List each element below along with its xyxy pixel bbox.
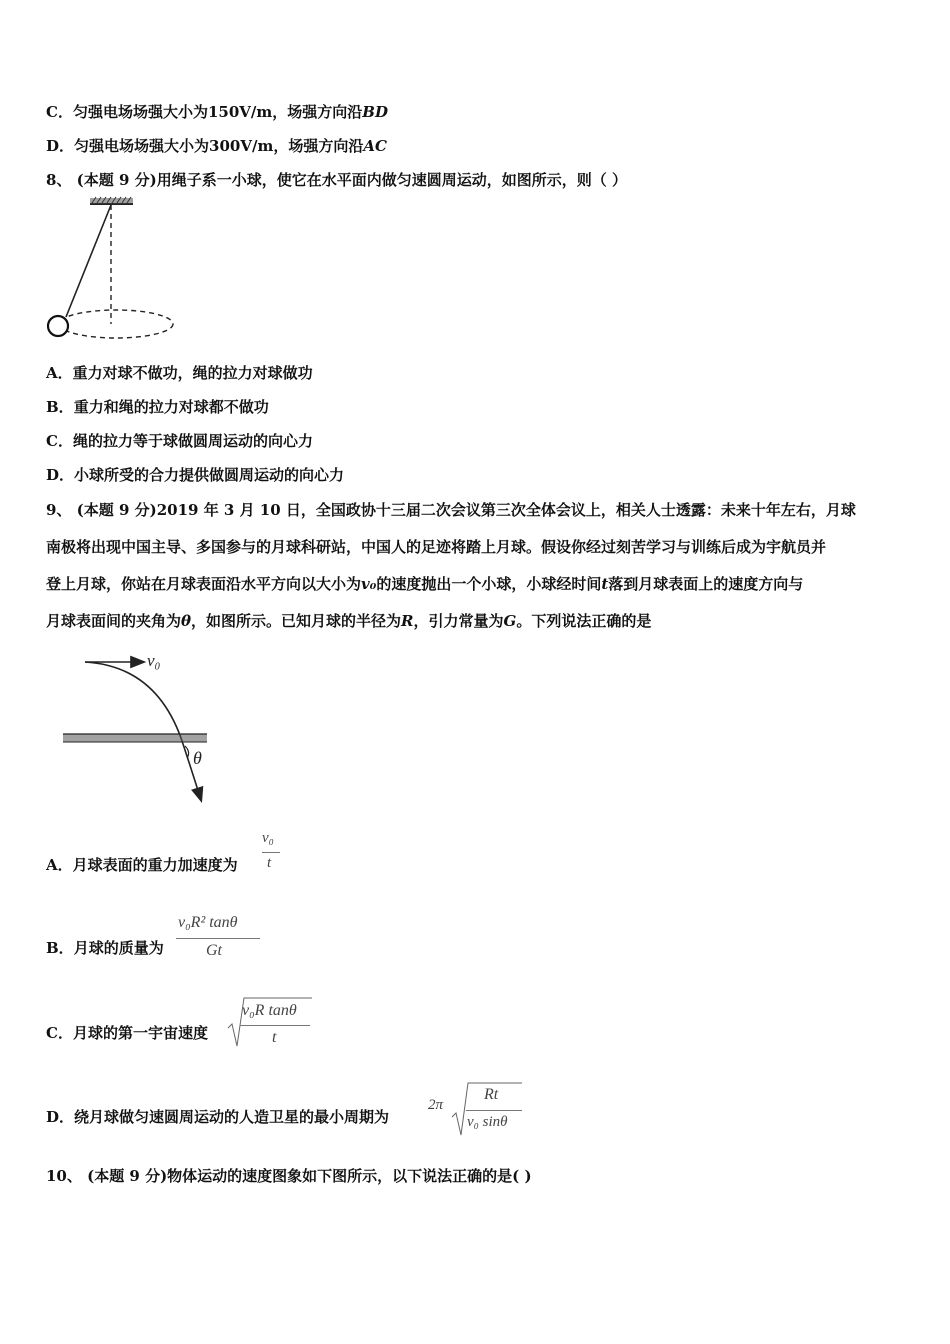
formula-a-denominator: t	[267, 855, 272, 871]
q8-option-b	[46, 397, 269, 417]
formula-d-numerator: Rt	[484, 1086, 499, 1103]
ball-icon	[48, 316, 68, 336]
q9-line3-text-a: 登上月球，你站在月球表面沿水平方向以大小为	[46, 575, 362, 593]
q9-option-a	[46, 855, 238, 875]
q8-option-d-label: D．	[46, 466, 75, 484]
q9-line3-t: t	[601, 575, 609, 593]
q9-option-c-label: C．	[46, 1024, 73, 1042]
q9-stem-line-4	[46, 611, 651, 631]
q10-stem: 10、 (本题 9 分)物体运动的速度图象如下图所示，以下说法正确的是( )	[46, 1167, 532, 1185]
formula-d-denominator: v₀ sinθ	[467, 1114, 508, 1130]
ground-surface	[63, 734, 207, 742]
q9-option-b-text: 月球的质量为	[73, 939, 164, 957]
q7-option-c-text: 匀强电场场强大小为150V/m，场强方向沿	[72, 103, 363, 121]
q8-option-d-text: 小球所受的合力提供做圆周运动的向心力	[74, 466, 345, 484]
v0-label: v₀	[147, 651, 161, 670]
q7-option-c	[46, 102, 388, 122]
q7-option-d-text: 匀强电场场强大小为300V/m，场强方向沿	[74, 137, 364, 155]
q9-option-d	[46, 1107, 389, 1127]
projectile-figure	[55, 648, 235, 808]
q7-option-d	[46, 136, 387, 156]
q8-option-c-text: 绳的拉力等于球做圆周运动的向心力	[72, 432, 313, 450]
formula-c-denominator: t	[272, 1029, 277, 1046]
formula-b-bar	[176, 938, 260, 939]
q9-line4-text-c: ，引力常量为	[413, 612, 504, 630]
formula-a-numerator: v₀	[262, 830, 274, 846]
q8-option-a-text: 重力对球不做功，绳的拉力对球做功	[72, 364, 313, 382]
q8-option-c	[46, 431, 313, 451]
rope-line	[66, 205, 111, 317]
q7-option-d-dir: AC	[363, 137, 387, 155]
q9-line4-text-a: 月球表面间的夹角为	[46, 612, 182, 630]
q9-option-d-label: D．	[46, 1108, 75, 1126]
q9-line4-R: R	[401, 612, 414, 630]
q9-line4-G: G	[503, 612, 517, 630]
q8-option-a-label: A．	[46, 364, 73, 382]
q9-line4-text-d: 。下列说法正确的是	[516, 612, 652, 630]
formula-d-coef: 2π	[428, 1097, 444, 1113]
q8-option-c-label: C．	[46, 432, 73, 450]
q9-option-a-label: A．	[46, 856, 73, 874]
trajectory-curve	[85, 662, 201, 800]
formula-d-bar	[466, 1110, 522, 1111]
conical-pendulum-figure	[40, 196, 180, 346]
q9-option-b	[46, 938, 164, 958]
q9-line3-v0: v₀	[361, 575, 377, 593]
q7-option-c-dir: BD	[362, 103, 388, 121]
q9-option-c-text: 月球的第一宇宙速度	[72, 1024, 208, 1042]
q9-stem-line-3	[46, 574, 803, 594]
q9-option-a-formula	[260, 830, 284, 878]
q9-option-c	[46, 1023, 208, 1043]
formula-a-bar	[262, 852, 280, 853]
ceiling-hatch	[90, 197, 133, 204]
q7-option-c-label: C．	[46, 103, 73, 121]
q8-stem: 8、 (本题 9 分)用绳子系一小球，使它在水平面内做匀速圆周运动，如图所示，则（ ）	[46, 171, 627, 189]
formula-c-numerator: v₀R tanθ	[242, 1002, 297, 1019]
q7-option-d-label: D．	[46, 137, 75, 155]
circular-path-ellipse	[59, 310, 173, 338]
q9-option-b-label: B．	[46, 939, 74, 957]
q8-option-a	[46, 363, 313, 383]
q9-option-d-text: 绕月球做匀速圆周运动的人造卫星的最小周期为	[74, 1108, 390, 1126]
q8-option-b-label: B．	[46, 398, 74, 416]
q9-line4-text-b: ，如图所示。已知月球的半径为	[191, 612, 402, 630]
q8-option-b-text: 重力和绳的拉力对球都不做功	[73, 398, 269, 416]
formula-b-denominator: Gt	[206, 942, 222, 959]
q9-line4-theta: θ	[181, 612, 192, 630]
q8-option-d	[46, 465, 344, 485]
q9-option-a-text: 月球表面的重力加速度为	[72, 856, 238, 874]
q9-option-d-formula	[466, 1085, 526, 1137]
q9-line3-text-c: 落到月球表面上的速度方向与	[608, 575, 804, 593]
q9-option-b-formula	[176, 914, 262, 964]
theta-label: θ	[193, 748, 202, 768]
q9-line3-text-b: 的速度抛出一个小球，小球经时间	[376, 575, 602, 593]
formula-c-bar	[240, 1025, 310, 1026]
formula-b-numerator: v₀R² tanθ	[178, 914, 238, 931]
q9-stem-line-2: 南极将出现中国主导、多国参与的月球科研站，中国人的足迹将踏上月球。假设你经过刻苦学习与训练后成为宇航员并	[46, 538, 827, 556]
q9-option-c-formula	[240, 1000, 314, 1050]
q9-stem-line-1: 9、 (本题 9 分)2019 年 3 月 10 日，全国政协十三届二次会议第三次全体会议上，相关人士透露：未来十年左右，月球	[46, 501, 856, 519]
